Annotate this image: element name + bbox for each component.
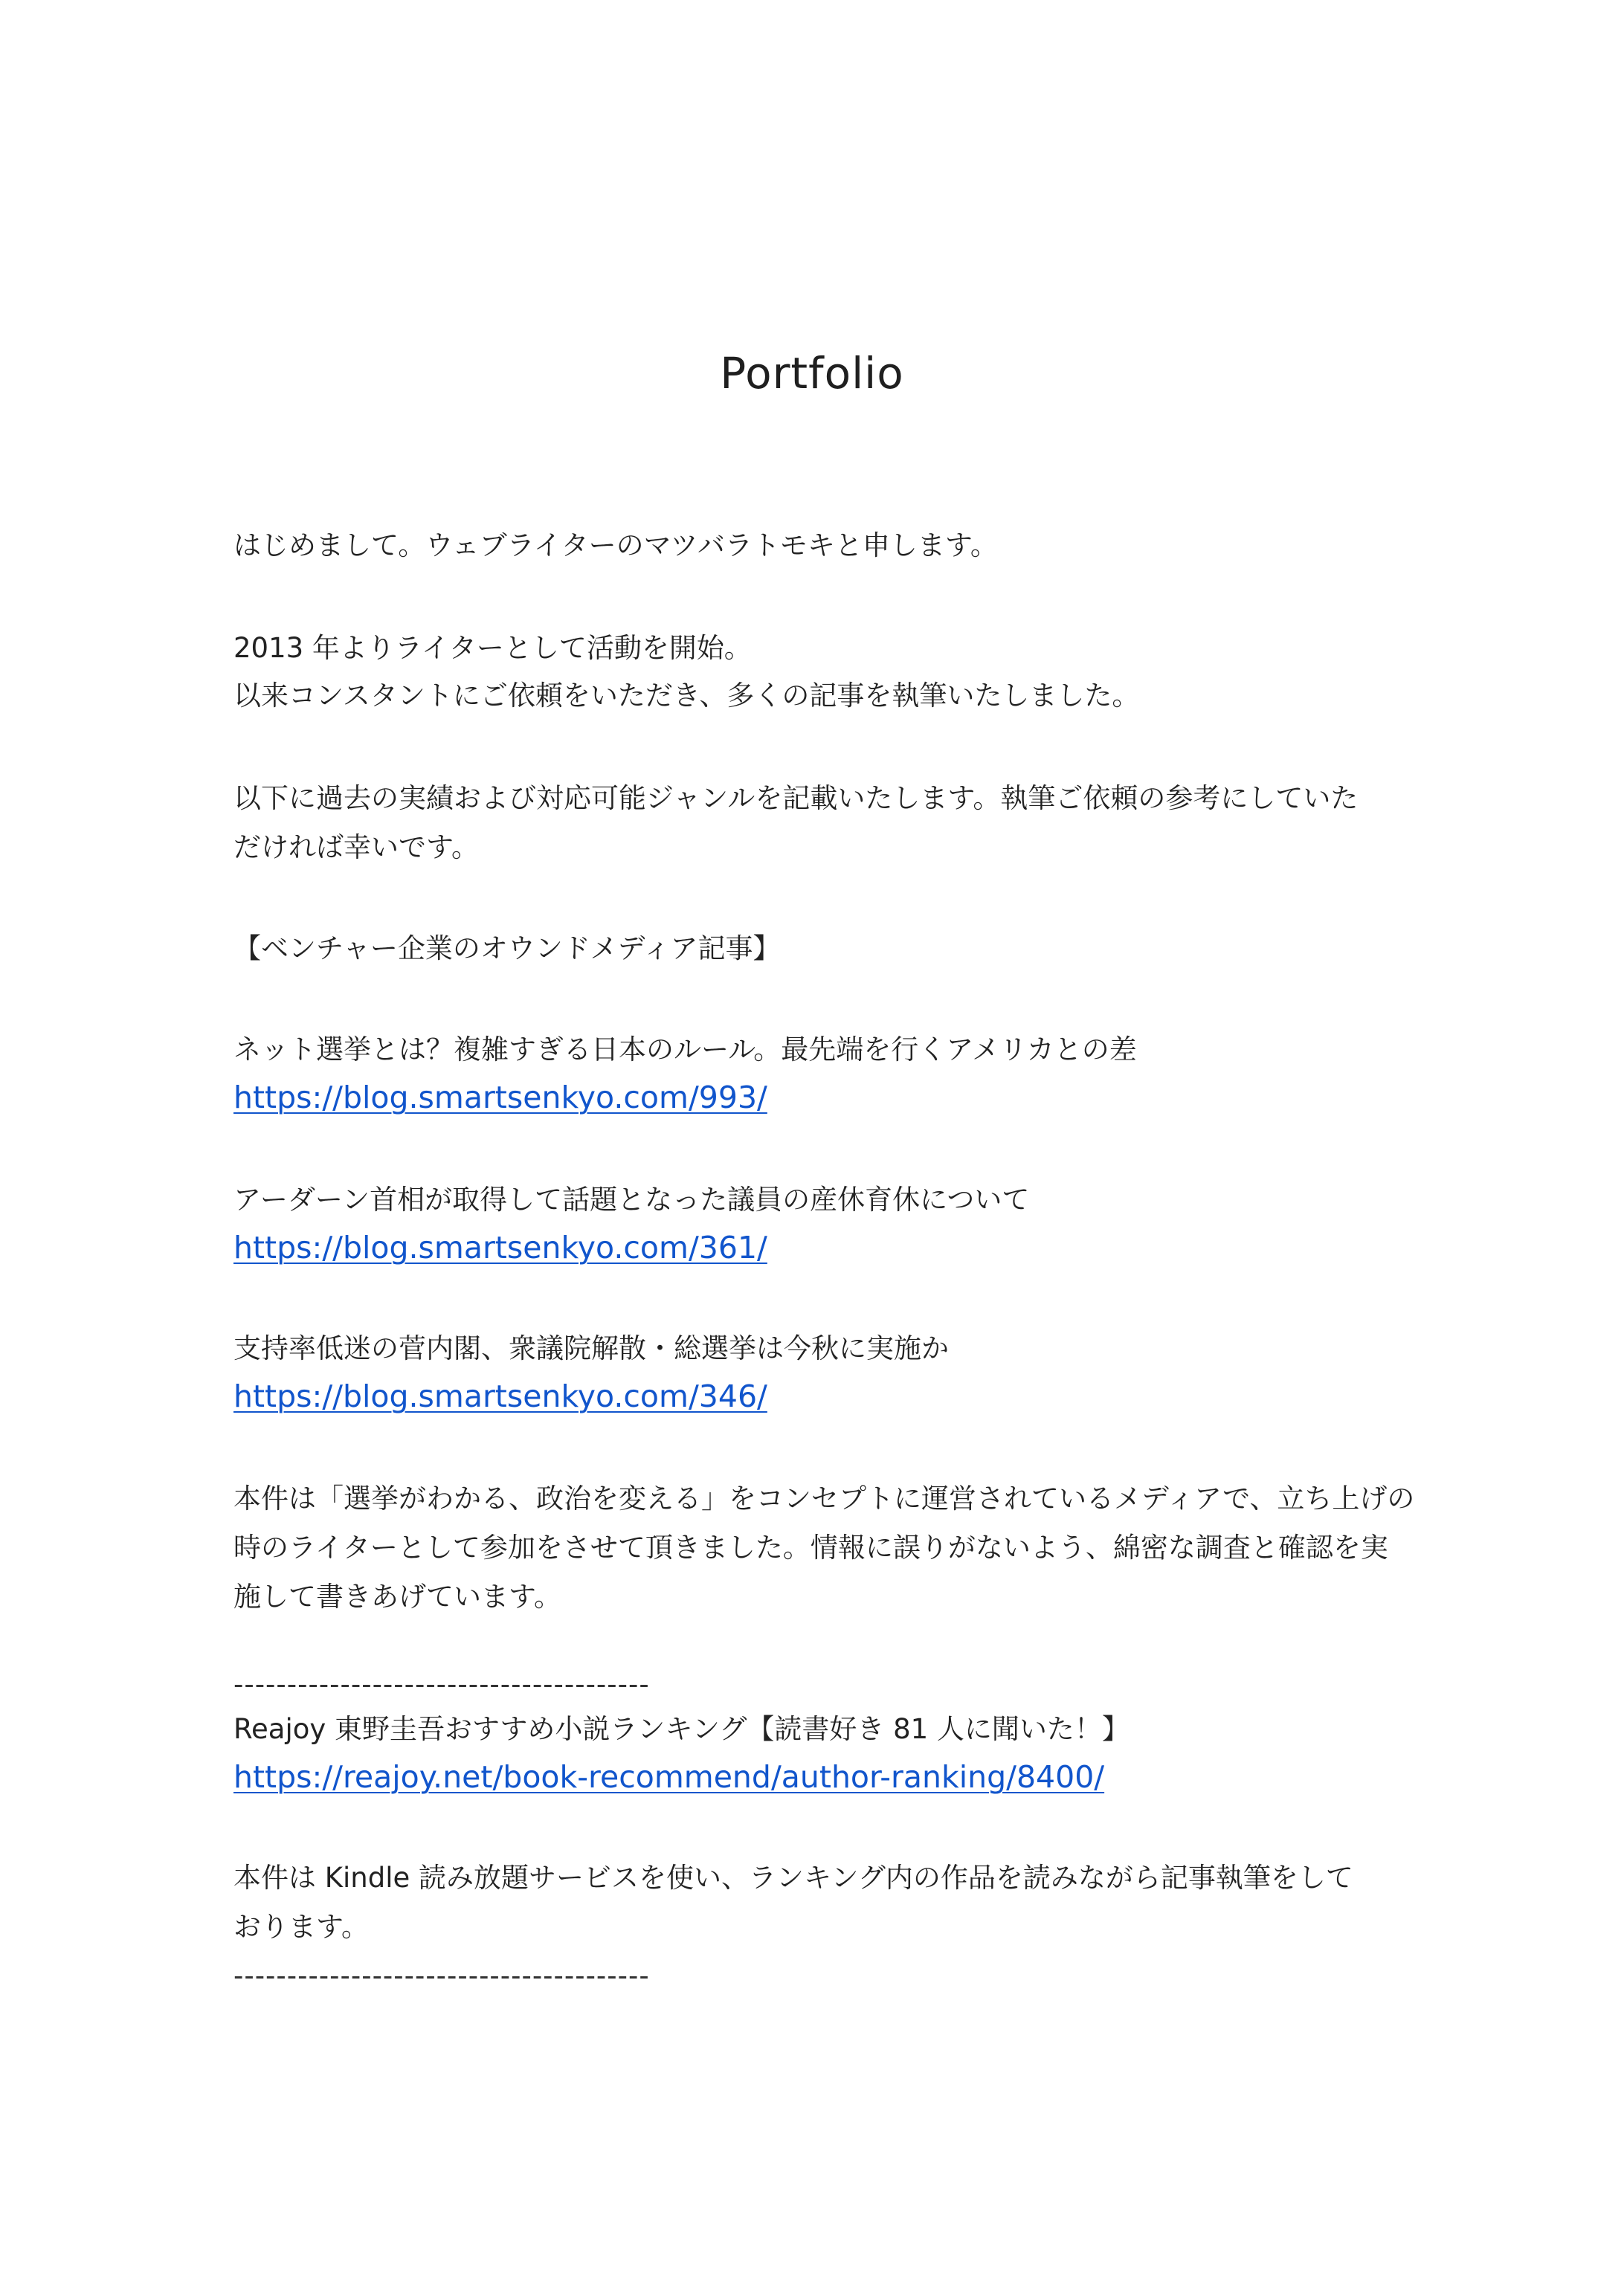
reajoy-title: Reajoy 東野圭吾おすすめ小説ランキング【読書好き 81 人に聞いた！】	[233, 1713, 1130, 1745]
article-title-1: ネット選挙とは？複雑すぎる日本のルール。最先端を行くアメリカとの差	[233, 1033, 1137, 1065]
career-line-1: 2013 年よりライターとして活動を開始。	[233, 632, 752, 664]
article-title-3: 支持率低迷の菅内閣、衆議院解散・総選挙は今秋に実施か	[233, 1332, 949, 1364]
page-title: Portfolio	[720, 348, 904, 399]
career-line-2: 以来コンスタントにご依頼をいただき、多くの記事を執筆いたしました。	[233, 680, 1140, 712]
divider-bottom: ---------------------------------------	[233, 1960, 650, 1992]
media-note-line-2: 時のライターとして参加をさせて頂きました。情報に誤りがないよう、綿密な調査と確認を実	[233, 1532, 1388, 1564]
media-note-line-3: 施して書きあげています。	[233, 1581, 562, 1613]
reajoy-note-line-1: 本件は Kindle 読み放題サービスを使い、ランキング内の作品を読みながら記事執筆をして	[233, 1862, 1353, 1894]
purpose-line-1: 以下に過去の実績および対応可能ジャンルを記載いたします。執筆ご依頼の参考にしていた	[233, 782, 1359, 814]
purpose-line-2: だければ幸いです。	[233, 831, 480, 863]
section-heading: 【ベンチャー企業のオウンドメディア記事】	[233, 932, 781, 964]
reajoy-note-line-2: おります。	[233, 1911, 370, 1943]
article-title-2: アーダーン首相が取得して話題となった議員の産休育休について	[233, 1184, 1030, 1216]
article-link-1[interactable]: https://blog.smartsenkyo.com/993/	[233, 1080, 767, 1115]
intro-text: はじめまして。ウェブライターのマツバラトモキと申します。	[233, 529, 998, 561]
article-link-3[interactable]: https://blog.smartsenkyo.com/346/	[233, 1378, 767, 1414]
reajoy-link[interactable]: https://reajoy.net/book-recommend/author-ranking/8400/	[233, 1759, 1105, 1795]
divider-top: ---------------------------------------	[233, 1668, 650, 1700]
article-link-2[interactable]: https://blog.smartsenkyo.com/361/	[233, 1230, 767, 1265]
media-note-line-1: 本件は「選挙がわかる、政治を変える」をコンセプトに運営されているメディアで、立ち上げの	[233, 1483, 1415, 1515]
